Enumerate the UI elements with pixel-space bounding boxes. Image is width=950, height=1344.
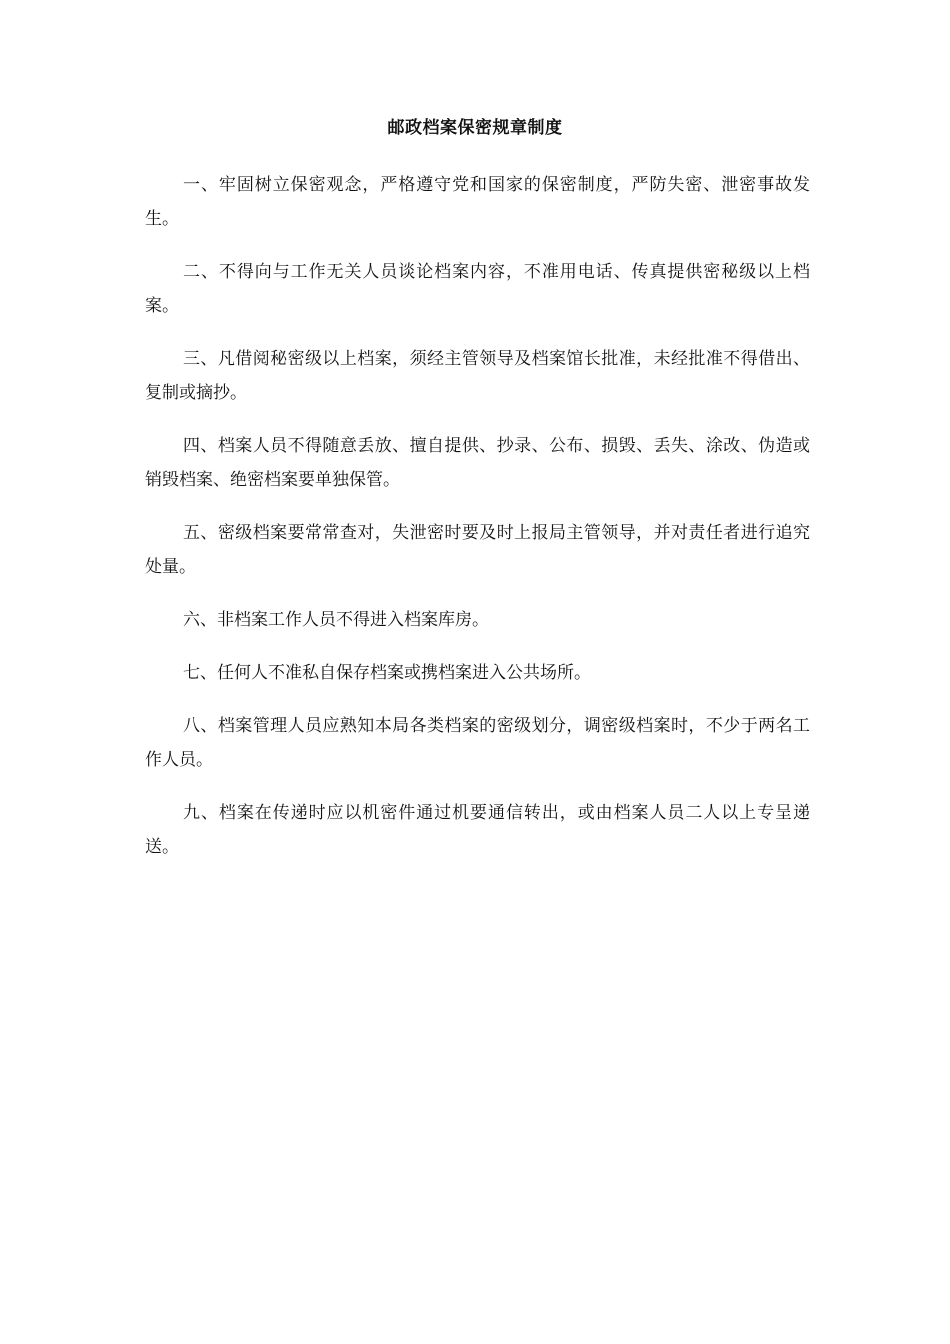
clause-9: 九、档案在传递时应以机密件通过机要通信转出，或由档案人员二人以上专呈递送。 [145,803,810,857]
clause-1: 一、牢固树立保密观念，严格遵守党和国家的保密制度，严防失密、泄密事故发生。 [145,175,810,229]
clause-4: 四、档案人员不得随意丢放、擅自提供、抄录、公布、损毁、丢失、涂改、伪造或销毁档案、绝密档案要单独保管。 [145,436,810,490]
clause-7: 七、任何人不准私自保存档案或携档案进入公共场所。 [183,663,591,683]
document-body [145,168,810,883]
clause-8: 八、档案管理人员应熟知本局各类档案的密级划分，调密级档案时，不少于两名工作人员。 [145,716,810,770]
clause-6: 六、非档案工作人员不得进入档案库房。 [183,610,489,630]
clause-3: 三、凡借阅秘密级以上档案，须经主管领导及档案馆长批准，未经批准不得借出、复制或摘抄。 [145,349,810,403]
clause-5: 五、密级档案要常常查对，失泄密时要及时上报局主管领导，并对责任者进行追究处量。 [145,523,810,577]
document-title: 邮政档案保密规章制度 [387,118,563,138]
clause-2: 二、不得向与工作无关人员谈论档案内容，不准用电话、传真提供密秘级以上档案。 [145,262,810,316]
